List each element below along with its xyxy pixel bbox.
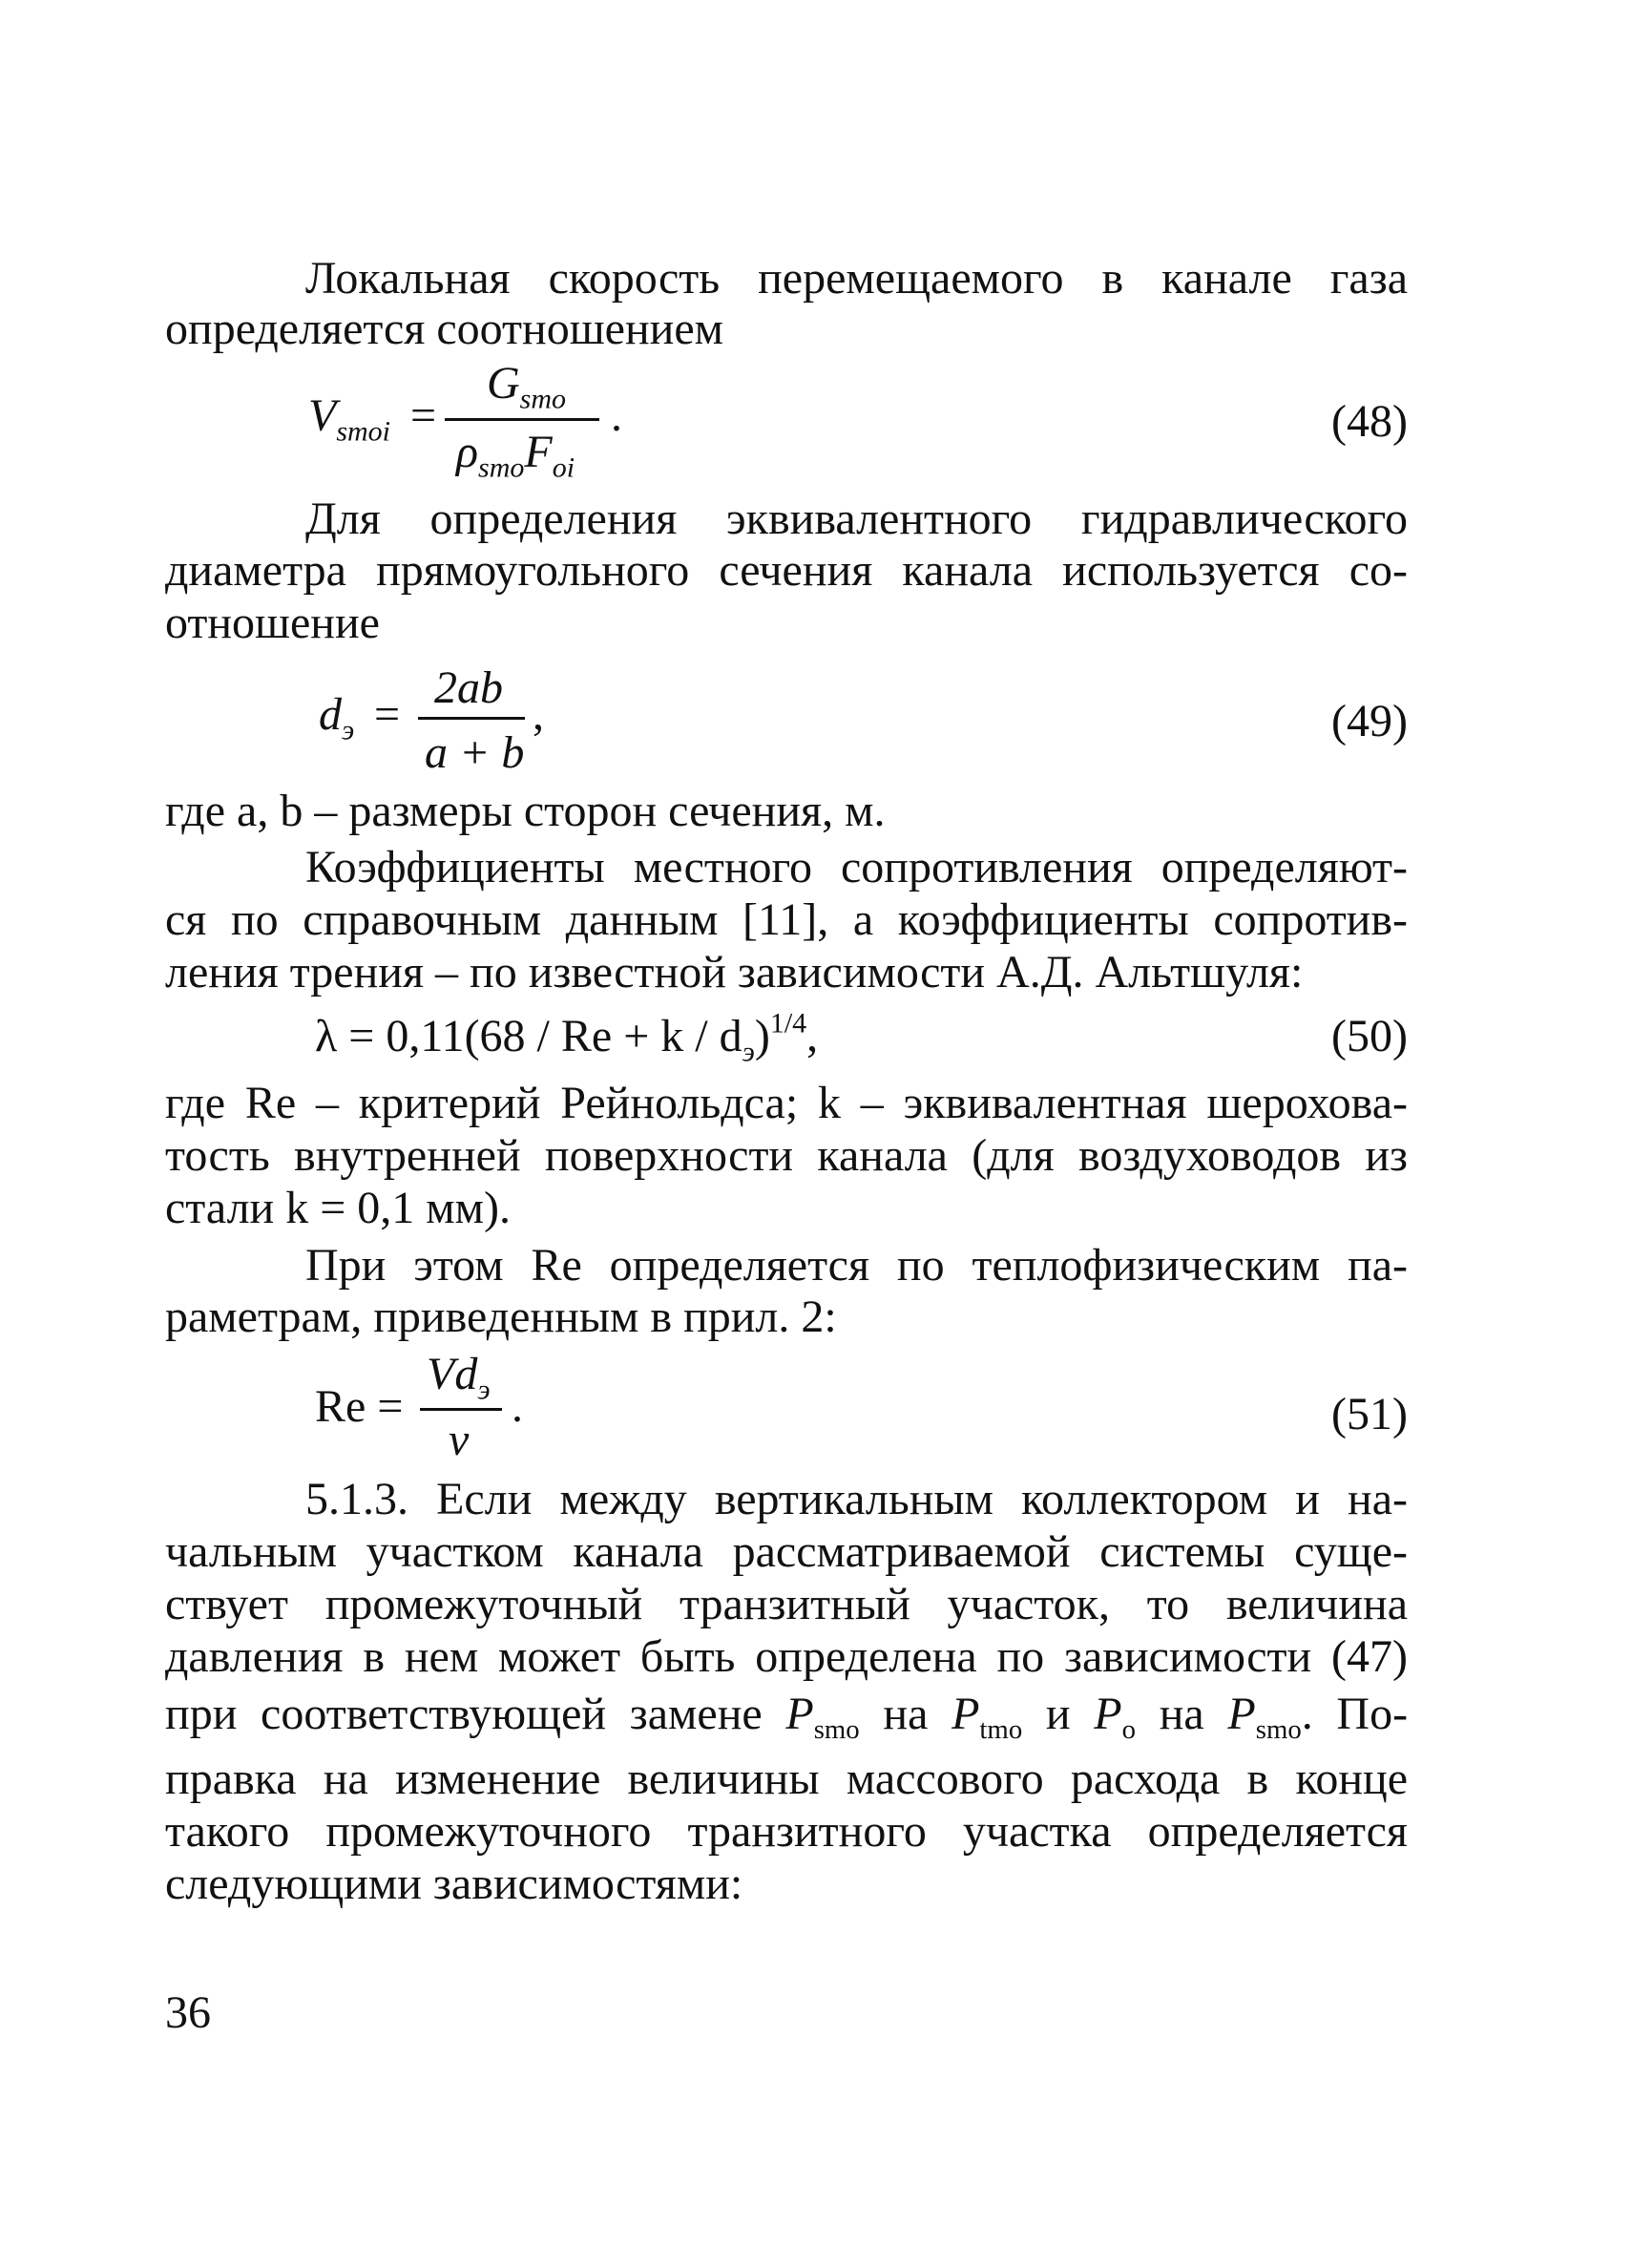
eq49-number: (49) (1331, 696, 1408, 746)
p2-line-2: диаметра прямоугольного сечения канала используется со- (165, 545, 1408, 596)
p2-line-1: Для определения эквивалентного гидравлического (305, 494, 1408, 544)
p1-line-2: определяется соотношением (165, 304, 724, 354)
eq48-equals: = (410, 390, 437, 441)
p4-line-2: ся по справочным данным [11], а коэффициенты сопротив- (165, 894, 1408, 945)
p6-line-2: раметрам, приведенным в прил. 2: (165, 1292, 837, 1342)
p7-line-8: следующими зависимостями: (165, 1858, 743, 1909)
eq49-fraction-bar (418, 717, 525, 720)
eq51-numerator: $Vd_э$ (427, 1349, 491, 1406)
p7-line-4: давления в нем может быть определена по зависимости (47) (165, 1631, 1408, 1682)
p7-line-6: правка на изменение величины массового расхода в конце (165, 1754, 1408, 1804)
eq49-numerator: 2ab (434, 662, 503, 713)
eq48-number: (48) (1331, 396, 1408, 447)
p2-line-3: отношение (165, 598, 380, 648)
p4-line-3: ления трения – по известной зависимости А.Д. Альтшуля: (165, 947, 1304, 998)
eq48-denominator: $\rho_{smo}F_{oi}$ (456, 427, 575, 484)
eq50-number: (50) (1331, 1011, 1408, 1061)
eq51-lhs: Re = (315, 1381, 404, 1432)
eq49-equals: = (374, 689, 401, 740)
p1-line-1: Локальная скорость перемещаемого в канале газа (305, 253, 1408, 304)
eq51-fraction-bar (420, 1408, 502, 1411)
eq48-numerator: $G_{smo}$ (487, 358, 567, 415)
eq49-lhs: $d_э$ (319, 689, 355, 746)
p7-line-3: ствует промежуточный транзитный участок, то величина (165, 1579, 1408, 1629)
p7-line-5: при соответствующей замене $P_{smo}$ на $P_{tmo}$ и $P_o$ на $P_{smo}$. По- (165, 1689, 1409, 1746)
p3-line-1: где a, b – размеры сторон сечения, м. (165, 786, 886, 836)
eq48-fraction-bar (445, 418, 599, 421)
p5-line-2: тость внутренней поверхности канала (для воздуховодов из (165, 1130, 1408, 1181)
p6-line-1: При этом Re определяется по теплофизическим па- (305, 1240, 1408, 1291)
p7-line-7: такого промежуточного транзитного участка определяется (165, 1806, 1408, 1857)
eq49-tail: , (533, 689, 544, 740)
eq51-denominator: ν (449, 1415, 470, 1465)
eq48-lhs: $V_{smoi}$ (308, 390, 391, 448)
p4-line-1: Коэффициенты местного сопротивления определяют- (305, 842, 1408, 892)
p7-line-1: 5.1.3. Если между вертикальным коллектором и на- (305, 1474, 1408, 1524)
p5-line-3: стали k = 0,1 мм). (165, 1183, 512, 1233)
p7-line-2: чальным участком канала рассматриваемой системы суще- (165, 1526, 1408, 1577)
eq48-tail: . (611, 390, 622, 441)
eq51-tail: . (512, 1381, 523, 1432)
p5-line-1: где Re – критерий Рейнольдса; k – эквивалентная шерохова- (165, 1078, 1408, 1128)
eq49-denominator: a + b (425, 727, 525, 778)
eq50-formula: $\lambda = 0,11(68 / Re + k / d_э)^{1/4}$, (315, 1007, 819, 1068)
eq51-number: (51) (1331, 1389, 1408, 1439)
page-number: 36 (165, 1987, 211, 2038)
